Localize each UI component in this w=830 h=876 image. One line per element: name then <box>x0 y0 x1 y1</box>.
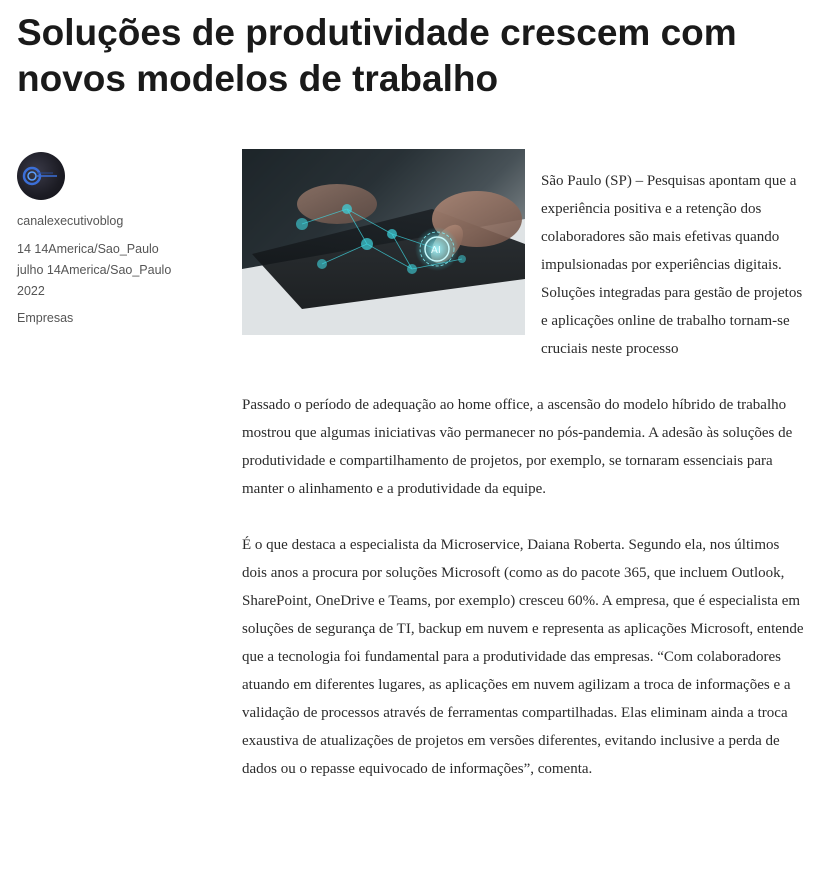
paragraph-1: São Paulo (SP) – Pesquisas apontam que a experiência positiva e a retenção dos colaboradores são mais efetivas quando impulsionadas por experiências digitais. Soluções integradas para gestão de projetos e aplicações online de trabalho tornam-se cruciais neste processo <box>541 173 803 357</box>
paragraph-2: Passado o período de adequação ao home office, a ascensão do modelo híbrido de trabalho mostrou que algumas iniciativas vão permanecer no pós-pandemia. A adesão às soluções de produtividade e compartilhamento de projetos, por exemplo, se tornaram essenciais para manter o alinhamento e a produtividade da equipe. <box>242 397 793 497</box>
hero-image <box>242 149 525 335</box>
author-avatar[interactable] <box>17 152 65 200</box>
avatar-logo-icon <box>17 152 65 200</box>
author-link[interactable]: canalexecutivoblog <box>17 214 124 228</box>
hands-typing-icon <box>242 149 525 335</box>
post-date: 14 14America/Sao_Paulo julho 14America/Sao_Paulo 2022 <box>17 242 172 298</box>
paragraph-3: É o que destaca a especialista da Microservice, Daiana Roberta. Segundo ela, nos últimos dois anos a procura por soluções Microsoft (como as do pacote 365, que incluem Outlook, SharePoint, OneDrive e Teams, por exemplo) cresceu 60%. A empresa, que é especialista em soluções de segurança de TI, backup em nuvem e representa as aplicações Microsoft, entende que a tecnologia foi fundamental para a produtividade das empresas. “Com colaboradores atuando em diferentes lugares, as aplicações em nuvem agilizam a troca de informações e a validação de processos através de ferramentas compartilhadas. Elas eliminam ainda a troca exaustiva de atualizações de projetos em versões diferentes, evitando inclusive a perda de dados ou o repasse equivocado de informações”, comenta. <box>242 537 804 777</box>
svg-text:AI: AI <box>431 245 441 256</box>
category-link[interactable]: Empresas <box>17 311 74 325</box>
article-body <box>242 158 807 811</box>
article-title: Soluções de produtividade crescem com novos modelos de trabalho <box>17 12 737 99</box>
post-meta <box>17 152 197 327</box>
